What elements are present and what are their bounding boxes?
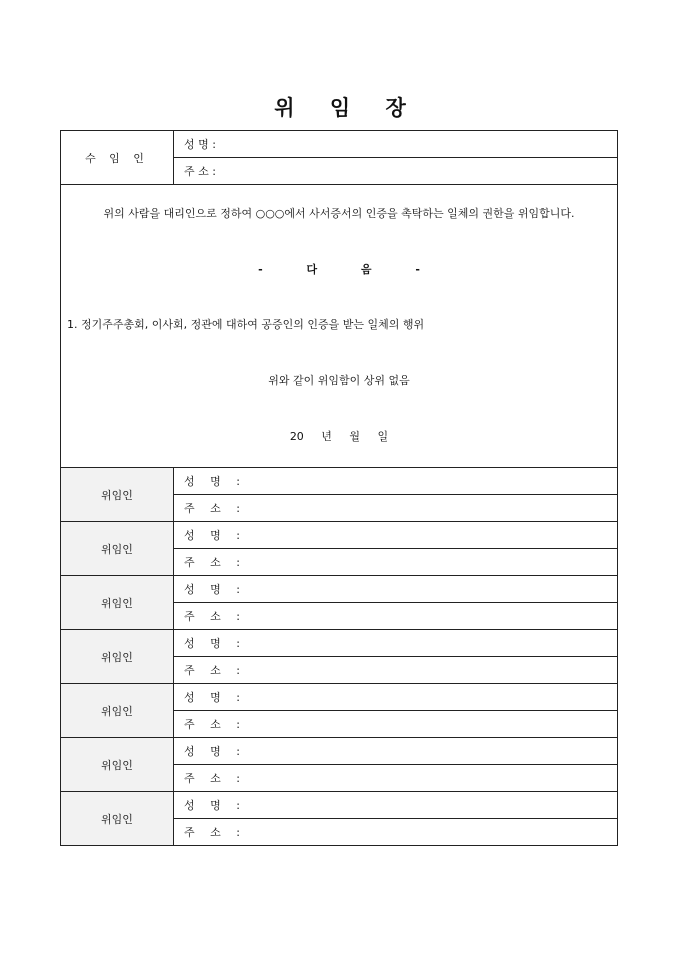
principal-7-name-label: 성 명 : xyxy=(184,799,246,812)
principal-3-address-field[interactable] xyxy=(174,603,618,630)
principal-1-name-label: 성 명 : xyxy=(184,475,246,488)
agent-name-row xyxy=(61,131,618,158)
body-cell xyxy=(61,185,618,468)
document-title: 위 임 장 xyxy=(274,96,420,120)
principal-3-address-label: 주 소 : xyxy=(184,610,246,623)
principal-7-address-field[interactable] xyxy=(174,819,618,846)
agent-address-label: 주 소 : xyxy=(184,165,216,178)
principal-3-name-label: 성 명 : xyxy=(184,583,246,596)
principal-4-name-row xyxy=(61,630,618,657)
principal-4-label: 위임인 xyxy=(61,630,174,684)
principal-7-address-label: 주 소 : xyxy=(184,826,246,839)
principal-2-label: 위임인 xyxy=(61,522,174,576)
power-of-attorney-form xyxy=(60,130,618,846)
date-line: 20 년 월 일 xyxy=(289,430,389,443)
confirm-text: 위와 같이 위임함이 상위 없음 xyxy=(268,374,410,387)
principal-5-name-field[interactable] xyxy=(174,684,618,711)
principal-2-address-label: 주 소 : xyxy=(184,556,246,569)
principal-6-name-field[interactable] xyxy=(174,738,618,765)
principal-1-label: 위임인 xyxy=(61,468,174,522)
principal-4-name-field[interactable] xyxy=(174,630,618,657)
principal-7-label: 위임인 xyxy=(61,792,174,846)
intro-text: 위의 사람을 대리인으로 정하여 ○○○에서 사서증서의 인증을 촉탁하는 일체의 권한을 위임합니다. xyxy=(103,207,575,220)
principal-6-address-label: 주 소 : xyxy=(184,772,246,785)
agent-label: 수 임 인 xyxy=(61,131,174,185)
principal-1-name-field[interactable] xyxy=(174,468,618,495)
principal-5-name-label: 성 명 : xyxy=(184,691,246,704)
principal-6-name-label: 성 명 : xyxy=(184,745,246,758)
principal-5-name-row xyxy=(61,684,618,711)
principal-2-name-row xyxy=(61,522,618,549)
principal-4-address-label: 주 소 : xyxy=(184,664,246,677)
principal-1-address-field[interactable] xyxy=(174,495,618,522)
principal-3-name-row xyxy=(61,576,618,603)
principal-4-address-field[interactable] xyxy=(174,657,618,684)
principal-2-name-field[interactable] xyxy=(174,522,618,549)
principal-7-name-row xyxy=(61,792,618,819)
principal-6-name-row xyxy=(61,738,618,765)
principal-6-label: 위임인 xyxy=(61,738,174,792)
principal-1-address-label: 주 소 : xyxy=(184,502,246,515)
principal-3-name-field[interactable] xyxy=(174,576,618,603)
agent-name-label: 성 명 : xyxy=(184,138,216,151)
principal-3-label: 위임인 xyxy=(61,576,174,630)
principal-7-name-field[interactable] xyxy=(174,792,618,819)
principal-5-label: 위임인 xyxy=(61,684,174,738)
agent-name-field[interactable] xyxy=(174,131,618,158)
body-row xyxy=(61,185,618,468)
agent-address-field[interactable] xyxy=(174,158,618,185)
principal-6-address-field[interactable] xyxy=(174,765,618,792)
delegation-item: 1. 정기주주총회, 이사회, 정관에 대하여 공증인의 인증을 받는 일체의 행위 xyxy=(67,318,425,331)
details-heading: - 다 음 - xyxy=(258,263,420,276)
principal-4-name-label: 성 명 : xyxy=(184,637,246,650)
principal-1-name-row xyxy=(61,468,618,495)
principal-2-name-label: 성 명 : xyxy=(184,529,246,542)
principal-2-address-field[interactable] xyxy=(174,549,618,576)
principal-5-address-label: 주 소 : xyxy=(184,718,246,731)
principal-5-address-field[interactable] xyxy=(174,711,618,738)
